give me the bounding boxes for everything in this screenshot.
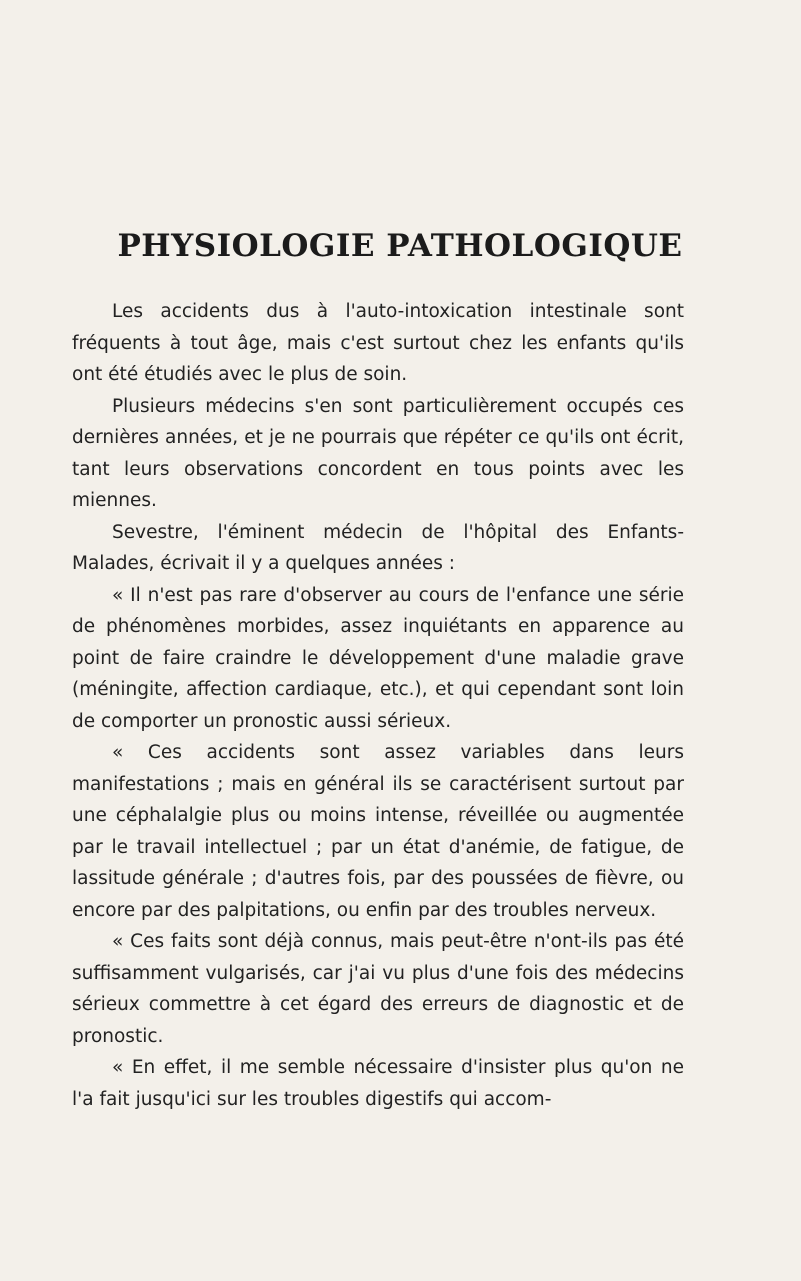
- paragraph-5: « Ces accidents sont assez variables dans leurs manifestations ; mais en général ils se caractérisent surtout par une céphalalgie plus ou moins intense, réveillée ou augmentée par le travail intellectuel ; par un état d'anémie, de fatigue, de lassitude générale ; d'autres fois, par des poussées de fièvre, ou encore par des palpitations, ou enfin par des troubles nerveux.: [72, 742, 684, 921]
- body-text: [72, 296, 684, 1115]
- paragraph-1: Les accidents dus à l'auto-intoxication intestinale sont fréquents à tout âge, mais c'est surtout chez les enfants qu'ils ont été étudiés avec le plus de soin.: [72, 301, 684, 385]
- chapter-title: PHYSIOLOGIE PATHOLOGIQUE: [117, 228, 683, 264]
- paragraph-6: « Ces faits sont déjà connus, mais peut-être n'ont-ils pas été suffisamment vulgarisés, car j'ai vu plus d'une fois des médecins sérieux commettre à cet égard des erreurs de diagnostic et de pronostic.: [72, 931, 684, 1047]
- paragraph-2: Plusieurs médecins s'en sont particulièrement occupés ces dernières années, et je ne pourrais que répéter ce qu'ils ont écrit, tant leurs observations concordent en tous points avec les miennes.: [72, 395, 684, 511]
- paragraph-3: Sevestre, l'éminent médecin de l'hôpital des Enfants-Malades, écrivait il y a quelques années :: [72, 521, 684, 574]
- paragraph-4: « Il n'est pas rare d'observer au cours de l'enfance une série de phénomènes morbides, assez inquiétants en apparence au point de faire craindre le développement d'une maladie grave (méningite, affection cardiaque, etc.), et qui cependant sont loin de comporter un pronostic aussi sérieux.: [72, 584, 684, 732]
- paragraph-7: « En effet, il me semble nécessaire d'insister plus qu'on ne l'a fait jusqu'ici sur les troubles digestifs qui accom-: [72, 1057, 684, 1110]
